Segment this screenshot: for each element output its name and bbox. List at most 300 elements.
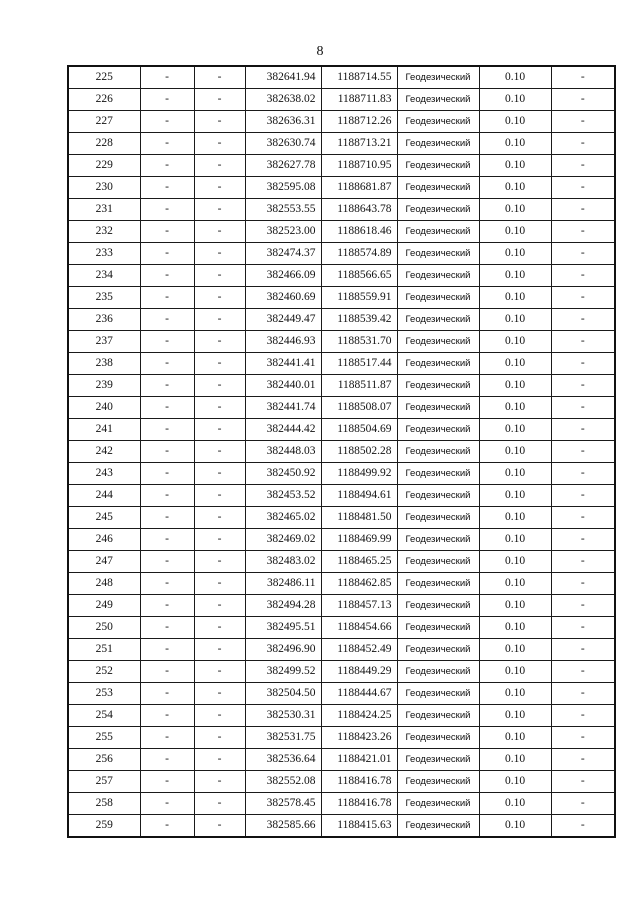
point-number-cell: 242 <box>68 441 140 463</box>
table-row <box>68 573 615 595</box>
x-coordinate-cell: 382536.64 <box>245 749 321 771</box>
y-coordinate-cell: 1188559.91 <box>321 287 397 309</box>
x-coordinate-cell: 382641.94 <box>245 66 321 89</box>
point-number-cell: 227 <box>68 111 140 133</box>
dash-cell: - <box>140 375 194 397</box>
dash-cell: - <box>194 573 245 595</box>
x-coordinate-cell: 382552.08 <box>245 771 321 793</box>
dash-cell: - <box>551 771 615 793</box>
y-coordinate-cell: 1188618.46 <box>321 221 397 243</box>
y-coordinate-cell: 1188481.50 <box>321 507 397 529</box>
y-coordinate-cell: 1188416.78 <box>321 793 397 815</box>
point-number-cell: 239 <box>68 375 140 397</box>
point-number-cell: 255 <box>68 727 140 749</box>
method-cell: Геодезический <box>397 353 479 375</box>
dash-cell: - <box>140 485 194 507</box>
dash-cell: - <box>140 66 194 89</box>
dash-cell: - <box>194 419 245 441</box>
y-coordinate-cell: 1188449.29 <box>321 661 397 683</box>
method-cell: Геодезический <box>397 155 479 177</box>
method-cell: Геодезический <box>397 397 479 419</box>
table-row <box>68 529 615 551</box>
dash-cell: - <box>140 111 194 133</box>
y-coordinate-cell: 1188711.83 <box>321 89 397 111</box>
point-number-cell: 233 <box>68 243 140 265</box>
dash-cell: - <box>551 397 615 419</box>
dash-cell: - <box>551 683 615 705</box>
dash-cell: - <box>194 375 245 397</box>
dash-cell: - <box>551 265 615 287</box>
point-number-cell: 251 <box>68 639 140 661</box>
dash-cell: - <box>194 221 245 243</box>
method-cell: Геодезический <box>397 441 479 463</box>
x-coordinate-cell: 382441.41 <box>245 353 321 375</box>
accuracy-cell: 0.10 <box>479 133 551 155</box>
dash-cell: - <box>551 353 615 375</box>
y-coordinate-cell: 1188457.13 <box>321 595 397 617</box>
x-coordinate-cell: 382466.09 <box>245 265 321 287</box>
dash-cell: - <box>140 221 194 243</box>
x-coordinate-cell: 382448.03 <box>245 441 321 463</box>
y-coordinate-cell: 1188416.78 <box>321 771 397 793</box>
point-number-cell: 250 <box>68 617 140 639</box>
accuracy-cell: 0.10 <box>479 683 551 705</box>
x-coordinate-cell: 382486.11 <box>245 573 321 595</box>
x-coordinate-cell: 382531.75 <box>245 727 321 749</box>
table-row <box>68 419 615 441</box>
dash-cell: - <box>140 89 194 111</box>
method-cell: Геодезический <box>397 551 479 573</box>
table-row <box>68 353 615 375</box>
accuracy-cell: 0.10 <box>479 243 551 265</box>
dash-cell: - <box>140 243 194 265</box>
point-number-cell: 243 <box>68 463 140 485</box>
table-row <box>68 309 615 331</box>
accuracy-cell: 0.10 <box>479 507 551 529</box>
accuracy-cell: 0.10 <box>479 595 551 617</box>
dash-cell: - <box>194 111 245 133</box>
table-row <box>68 265 615 287</box>
point-number-cell: 234 <box>68 265 140 287</box>
table-row <box>68 66 615 89</box>
x-coordinate-cell: 382440.01 <box>245 375 321 397</box>
method-cell: Геодезический <box>397 66 479 89</box>
accuracy-cell: 0.10 <box>479 89 551 111</box>
dash-cell: - <box>140 793 194 815</box>
method-cell: Геодезический <box>397 133 479 155</box>
point-number-cell: 226 <box>68 89 140 111</box>
x-coordinate-cell: 382496.90 <box>245 639 321 661</box>
accuracy-cell: 0.10 <box>479 111 551 133</box>
dash-cell: - <box>140 133 194 155</box>
dash-cell: - <box>194 397 245 419</box>
dash-cell: - <box>194 815 245 838</box>
dash-cell: - <box>551 815 615 838</box>
accuracy-cell: 0.10 <box>479 177 551 199</box>
table-row <box>68 815 615 838</box>
x-coordinate-cell: 382578.45 <box>245 793 321 815</box>
y-coordinate-cell: 1188469.99 <box>321 529 397 551</box>
point-number-cell: 240 <box>68 397 140 419</box>
dash-cell: - <box>140 463 194 485</box>
method-cell: Геодезический <box>397 199 479 221</box>
point-number-cell: 228 <box>68 133 140 155</box>
point-number-cell: 238 <box>68 353 140 375</box>
point-number-cell: 256 <box>68 749 140 771</box>
point-number-cell: 237 <box>68 331 140 353</box>
accuracy-cell: 0.10 <box>479 749 551 771</box>
y-coordinate-cell: 1188465.25 <box>321 551 397 573</box>
method-cell: Геодезический <box>397 815 479 838</box>
dash-cell: - <box>140 287 194 309</box>
table-row <box>68 705 615 727</box>
accuracy-cell: 0.10 <box>479 771 551 793</box>
dash-cell: - <box>140 815 194 838</box>
table-row <box>68 727 615 749</box>
accuracy-cell: 0.10 <box>479 66 551 89</box>
y-coordinate-cell: 1188517.44 <box>321 353 397 375</box>
method-cell: Геодезический <box>397 419 479 441</box>
dash-cell: - <box>140 331 194 353</box>
dash-cell: - <box>551 243 615 265</box>
dash-cell: - <box>551 199 615 221</box>
accuracy-cell: 0.10 <box>479 441 551 463</box>
y-coordinate-cell: 1188566.65 <box>321 265 397 287</box>
x-coordinate-cell: 382630.74 <box>245 133 321 155</box>
dash-cell: - <box>140 771 194 793</box>
accuracy-cell: 0.10 <box>479 529 551 551</box>
dash-cell: - <box>194 661 245 683</box>
table-row <box>68 595 615 617</box>
dash-cell: - <box>194 639 245 661</box>
accuracy-cell: 0.10 <box>479 375 551 397</box>
method-cell: Геодезический <box>397 793 479 815</box>
table-row <box>68 463 615 485</box>
table-row <box>68 331 615 353</box>
x-coordinate-cell: 382449.47 <box>245 309 321 331</box>
point-number-cell: 258 <box>68 793 140 815</box>
point-number-cell: 246 <box>68 529 140 551</box>
dash-cell: - <box>194 155 245 177</box>
dash-cell: - <box>140 441 194 463</box>
dash-cell: - <box>140 155 194 177</box>
point-number-cell: 252 <box>68 661 140 683</box>
method-cell: Геодезический <box>397 485 479 507</box>
y-coordinate-cell: 1188713.21 <box>321 133 397 155</box>
x-coordinate-cell: 382499.52 <box>245 661 321 683</box>
dash-cell: - <box>140 353 194 375</box>
table-row <box>68 155 615 177</box>
dash-cell: - <box>194 793 245 815</box>
accuracy-cell: 0.10 <box>479 397 551 419</box>
method-cell: Геодезический <box>397 705 479 727</box>
table-row <box>68 441 615 463</box>
dash-cell: - <box>551 793 615 815</box>
dash-cell: - <box>551 639 615 661</box>
dash-cell: - <box>551 507 615 529</box>
table-row <box>68 375 615 397</box>
dash-cell: - <box>551 177 615 199</box>
dash-cell: - <box>194 441 245 463</box>
method-cell: Геодезический <box>397 507 479 529</box>
point-number-cell: 245 <box>68 507 140 529</box>
y-coordinate-cell: 1188415.63 <box>321 815 397 838</box>
x-coordinate-cell: 382446.93 <box>245 331 321 353</box>
table-row <box>68 221 615 243</box>
dash-cell: - <box>551 419 615 441</box>
dash-cell: - <box>551 331 615 353</box>
y-coordinate-cell: 1188452.49 <box>321 639 397 661</box>
dash-cell: - <box>140 529 194 551</box>
page-number: 8 <box>316 44 324 59</box>
dash-cell: - <box>194 727 245 749</box>
accuracy-cell: 0.10 <box>479 353 551 375</box>
method-cell: Геодезический <box>397 529 479 551</box>
x-coordinate-cell: 382504.50 <box>245 683 321 705</box>
dash-cell: - <box>551 89 615 111</box>
x-coordinate-cell: 382638.02 <box>245 89 321 111</box>
point-number-cell: 235 <box>68 287 140 309</box>
y-coordinate-cell: 1188574.89 <box>321 243 397 265</box>
dash-cell: - <box>551 661 615 683</box>
x-coordinate-cell: 382627.78 <box>245 155 321 177</box>
dash-cell: - <box>140 309 194 331</box>
accuracy-cell: 0.10 <box>479 287 551 309</box>
dash-cell: - <box>194 66 245 89</box>
point-number-cell: 247 <box>68 551 140 573</box>
y-coordinate-cell: 1188714.55 <box>321 66 397 89</box>
y-coordinate-cell: 1188502.28 <box>321 441 397 463</box>
dash-cell: - <box>194 507 245 529</box>
dash-cell: - <box>140 397 194 419</box>
dash-cell: - <box>140 749 194 771</box>
dash-cell: - <box>140 573 194 595</box>
y-coordinate-cell: 1188531.70 <box>321 331 397 353</box>
dash-cell: - <box>194 551 245 573</box>
table-row <box>68 507 615 529</box>
point-number-cell: 236 <box>68 309 140 331</box>
accuracy-cell: 0.10 <box>479 221 551 243</box>
accuracy-cell: 0.10 <box>479 727 551 749</box>
dash-cell: - <box>551 595 615 617</box>
dash-cell: - <box>551 529 615 551</box>
dash-cell: - <box>551 573 615 595</box>
dash-cell: - <box>140 661 194 683</box>
point-number-cell: 225 <box>68 66 140 89</box>
dash-cell: - <box>551 221 615 243</box>
y-coordinate-cell: 1188499.92 <box>321 463 397 485</box>
method-cell: Геодезический <box>397 771 479 793</box>
accuracy-cell: 0.10 <box>479 331 551 353</box>
method-cell: Геодезический <box>397 749 479 771</box>
dash-cell: - <box>140 265 194 287</box>
dash-cell: - <box>140 419 194 441</box>
dash-cell: - <box>194 749 245 771</box>
dash-cell: - <box>140 705 194 727</box>
point-number-cell: 232 <box>68 221 140 243</box>
accuracy-cell: 0.10 <box>479 793 551 815</box>
accuracy-cell: 0.10 <box>479 265 551 287</box>
method-cell: Геодезический <box>397 309 479 331</box>
point-number-cell: 249 <box>68 595 140 617</box>
dash-cell: - <box>551 705 615 727</box>
dash-cell: - <box>194 309 245 331</box>
dash-cell: - <box>140 199 194 221</box>
table-row <box>68 199 615 221</box>
dash-cell: - <box>551 375 615 397</box>
method-cell: Геодезический <box>397 331 479 353</box>
y-coordinate-cell: 1188681.87 <box>321 177 397 199</box>
y-coordinate-cell: 1188423.26 <box>321 727 397 749</box>
point-number-cell: 229 <box>68 155 140 177</box>
x-coordinate-cell: 382636.31 <box>245 111 321 133</box>
dash-cell: - <box>551 441 615 463</box>
point-number-cell: 254 <box>68 705 140 727</box>
method-cell: Геодезический <box>397 287 479 309</box>
x-coordinate-cell: 382453.52 <box>245 485 321 507</box>
accuracy-cell: 0.10 <box>479 485 551 507</box>
accuracy-cell: 0.10 <box>479 463 551 485</box>
table-row <box>68 133 615 155</box>
method-cell: Геодезический <box>397 683 479 705</box>
dash-cell: - <box>194 265 245 287</box>
accuracy-cell: 0.10 <box>479 551 551 573</box>
table-row <box>68 89 615 111</box>
dash-cell: - <box>551 617 615 639</box>
dash-cell: - <box>140 617 194 639</box>
dash-cell: - <box>140 551 194 573</box>
y-coordinate-cell: 1188539.42 <box>321 309 397 331</box>
table-body <box>68 66 615 837</box>
y-coordinate-cell: 1188643.78 <box>321 199 397 221</box>
dash-cell: - <box>551 155 615 177</box>
x-coordinate-cell: 382460.69 <box>245 287 321 309</box>
table-row <box>68 177 615 199</box>
dash-cell: - <box>194 199 245 221</box>
dash-cell: - <box>140 177 194 199</box>
y-coordinate-cell: 1188421.01 <box>321 749 397 771</box>
accuracy-cell: 0.10 <box>479 617 551 639</box>
x-coordinate-cell: 382474.37 <box>245 243 321 265</box>
point-number-cell: 230 <box>68 177 140 199</box>
x-coordinate-cell: 382450.92 <box>245 463 321 485</box>
table-row <box>68 397 615 419</box>
y-coordinate-cell: 1188454.66 <box>321 617 397 639</box>
dash-cell: - <box>551 133 615 155</box>
x-coordinate-cell: 382553.55 <box>245 199 321 221</box>
point-number-cell: 248 <box>68 573 140 595</box>
x-coordinate-cell: 382585.66 <box>245 815 321 838</box>
dash-cell: - <box>551 551 615 573</box>
point-number-cell: 241 <box>68 419 140 441</box>
table-row <box>68 683 615 705</box>
x-coordinate-cell: 382441.74 <box>245 397 321 419</box>
y-coordinate-cell: 1188511.87 <box>321 375 397 397</box>
point-number-cell: 259 <box>68 815 140 838</box>
method-cell: Геодезический <box>397 727 479 749</box>
table-row <box>68 485 615 507</box>
accuracy-cell: 0.10 <box>479 419 551 441</box>
method-cell: Геодезический <box>397 111 479 133</box>
method-cell: Геодезический <box>397 661 479 683</box>
dash-cell: - <box>140 727 194 749</box>
method-cell: Геодезический <box>397 639 479 661</box>
accuracy-cell: 0.10 <box>479 639 551 661</box>
point-number-cell: 231 <box>68 199 140 221</box>
dash-cell: - <box>194 89 245 111</box>
method-cell: Геодезический <box>397 243 479 265</box>
dash-cell: - <box>194 529 245 551</box>
dash-cell: - <box>551 309 615 331</box>
dash-cell: - <box>551 485 615 507</box>
x-coordinate-cell: 382469.02 <box>245 529 321 551</box>
table-row <box>68 749 615 771</box>
x-coordinate-cell: 382494.28 <box>245 595 321 617</box>
table-row <box>68 111 615 133</box>
x-coordinate-cell: 382595.08 <box>245 177 321 199</box>
dash-cell: - <box>194 463 245 485</box>
x-coordinate-cell: 382444.42 <box>245 419 321 441</box>
x-coordinate-cell: 382483.02 <box>245 551 321 573</box>
table-row <box>68 661 615 683</box>
accuracy-cell: 0.10 <box>479 815 551 838</box>
accuracy-cell: 0.10 <box>479 661 551 683</box>
y-coordinate-cell: 1188504.69 <box>321 419 397 441</box>
dash-cell: - <box>140 683 194 705</box>
method-cell: Геодезический <box>397 617 479 639</box>
point-number-cell: 257 <box>68 771 140 793</box>
method-cell: Геодезический <box>397 89 479 111</box>
method-cell: Геодезический <box>397 375 479 397</box>
x-coordinate-cell: 382530.31 <box>245 705 321 727</box>
dash-cell: - <box>194 177 245 199</box>
accuracy-cell: 0.10 <box>479 705 551 727</box>
method-cell: Геодезический <box>397 177 479 199</box>
dash-cell: - <box>551 727 615 749</box>
table-row <box>68 793 615 815</box>
dash-cell: - <box>551 287 615 309</box>
dash-cell: - <box>551 66 615 89</box>
dash-cell: - <box>140 639 194 661</box>
coordinates-table <box>67 65 616 838</box>
accuracy-cell: 0.10 <box>479 573 551 595</box>
dash-cell: - <box>194 595 245 617</box>
table-row <box>68 551 615 573</box>
accuracy-cell: 0.10 <box>479 155 551 177</box>
dash-cell: - <box>194 485 245 507</box>
dash-cell: - <box>551 749 615 771</box>
method-cell: Геодезический <box>397 573 479 595</box>
dash-cell: - <box>194 617 245 639</box>
table-row <box>68 617 615 639</box>
y-coordinate-cell: 1188424.25 <box>321 705 397 727</box>
dash-cell: - <box>551 463 615 485</box>
method-cell: Геодезический <box>397 221 479 243</box>
dash-cell: - <box>194 133 245 155</box>
table-row <box>68 287 615 309</box>
dash-cell: - <box>194 683 245 705</box>
point-number-cell: 253 <box>68 683 140 705</box>
accuracy-cell: 0.10 <box>479 199 551 221</box>
dash-cell: - <box>194 353 245 375</box>
x-coordinate-cell: 382495.51 <box>245 617 321 639</box>
method-cell: Геодезический <box>397 463 479 485</box>
table-row <box>68 639 615 661</box>
x-coordinate-cell: 382523.00 <box>245 221 321 243</box>
point-number-cell: 244 <box>68 485 140 507</box>
dash-cell: - <box>194 331 245 353</box>
method-cell: Геодезический <box>397 595 479 617</box>
